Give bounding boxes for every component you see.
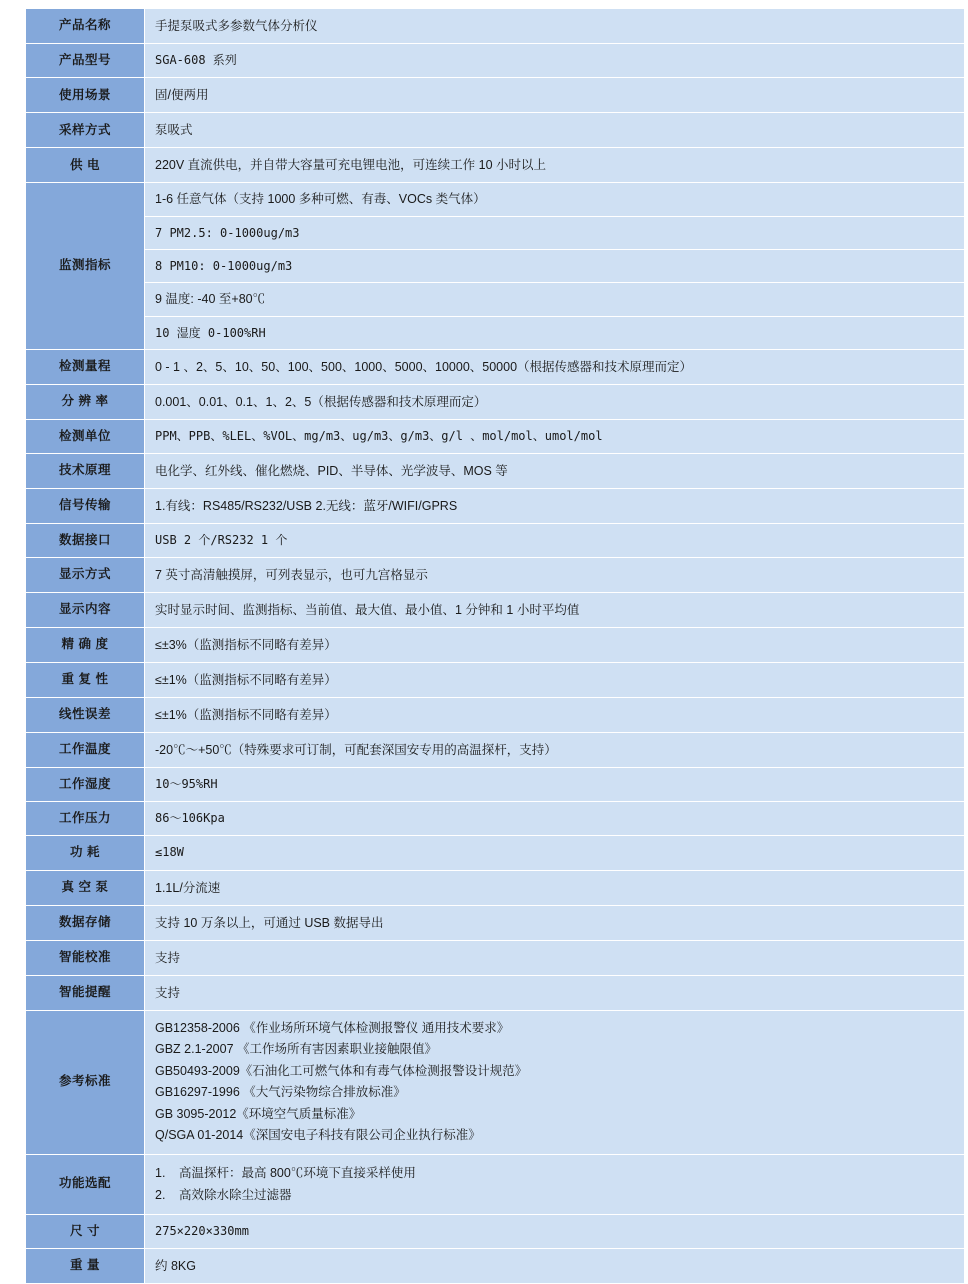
table-row bbox=[26, 1154, 965, 1214]
spec-table-body bbox=[26, 9, 965, 1284]
table-row bbox=[26, 802, 965, 836]
spec-value: ≤±1%（监测指标不同略有差异） bbox=[145, 663, 965, 698]
option-item bbox=[155, 1184, 956, 1207]
spec-value: 泵吸式 bbox=[145, 113, 965, 148]
spec-label: 重 复 性 bbox=[26, 663, 145, 698]
table-row bbox=[26, 836, 965, 870]
spec-label: 智能提醒 bbox=[26, 975, 145, 1010]
table-row bbox=[26, 593, 965, 628]
spec-value bbox=[145, 183, 965, 350]
spec-label: 工作湿度 bbox=[26, 768, 145, 802]
spec-value: 支持 10 万条以上，可通过 USB 数据导出 bbox=[145, 905, 965, 940]
spec-label: 检测单位 bbox=[26, 419, 145, 453]
spec-label: 显示方式 bbox=[26, 558, 145, 593]
table-row bbox=[26, 733, 965, 768]
table-row bbox=[26, 1248, 965, 1283]
table-row bbox=[26, 558, 965, 593]
spec-label: 重 量 bbox=[26, 1248, 145, 1283]
spec-options bbox=[145, 1155, 964, 1214]
spec-value: 220V 直流供电，并自带大容量可充电锂电池，可连续工作 10 小时以上 bbox=[145, 148, 965, 183]
spec-label: 数据存储 bbox=[26, 905, 145, 940]
spec-value: SGA-608 系列 bbox=[145, 44, 965, 78]
spec-label: 线性误差 bbox=[26, 698, 145, 733]
table-row bbox=[26, 349, 965, 384]
spec-value: USB 2 个/RS232 1 个 bbox=[145, 523, 965, 557]
spec-label: 产品名称 bbox=[26, 9, 145, 44]
table-row bbox=[26, 940, 965, 975]
table-row bbox=[26, 9, 965, 44]
spec-value: 支持 bbox=[145, 975, 965, 1010]
table-row bbox=[26, 870, 965, 905]
spec-label: 分 辨 率 bbox=[26, 384, 145, 419]
spec-label: 尺 寸 bbox=[26, 1214, 145, 1248]
spec-label: 产品型号 bbox=[26, 44, 145, 78]
spec-label: 精 确 度 bbox=[26, 628, 145, 663]
table-row bbox=[26, 488, 965, 523]
spec-value: 7 英寸高清触摸屏，可列表显示，也可九宫格显示 bbox=[145, 558, 965, 593]
spec-label: 真 空 泵 bbox=[26, 870, 145, 905]
spec-sublist bbox=[145, 183, 964, 349]
table-row bbox=[26, 113, 965, 148]
spec-label: 供 电 bbox=[26, 148, 145, 183]
spec-label: 监测指标 bbox=[26, 183, 145, 350]
spec-value: 275×220×330mm bbox=[145, 1214, 965, 1248]
spec-label: 参考标准 bbox=[26, 1010, 145, 1154]
spec-label: 采样方式 bbox=[26, 113, 145, 148]
list-item: 8 PM10: 0-1000ug/m3 bbox=[145, 250, 964, 283]
spec-label: 功能选配 bbox=[26, 1154, 145, 1214]
list-item: 1-6 任意气体（支持 1000 多种可燃、有毒、VOCs 类气体） bbox=[145, 183, 964, 217]
standard-line: GBZ 2.1-2007 《工作场所有害因素职业接触限值》 bbox=[155, 1042, 437, 1057]
option-item bbox=[155, 1162, 956, 1185]
spec-value: 支持 bbox=[145, 940, 965, 975]
option-number: 1. bbox=[155, 1165, 166, 1180]
spec-value: 10～95%RH bbox=[145, 768, 965, 802]
spec-label: 使用场景 bbox=[26, 78, 145, 113]
spec-value: -20℃～+50℃（特殊要求可订制，可配套深国安专用的高温探杆，支持） bbox=[145, 733, 965, 768]
option-number: 2. bbox=[155, 1188, 166, 1203]
list-item: 7 PM2.5: 0-1000ug/m3 bbox=[145, 217, 964, 250]
standard-line: GB12358-2006 《作业场所环境气体检测报警仪 通用技术要求》 bbox=[155, 1020, 510, 1035]
table-row bbox=[26, 905, 965, 940]
spec-value: 电化学、红外线、催化燃烧、PID、半导体、光学波导、MOS 等 bbox=[145, 453, 965, 488]
table-row bbox=[26, 768, 965, 802]
spec-value bbox=[145, 1154, 965, 1214]
spec-value: 1.有线：RS485/RS232/USB 2.无线：蓝牙/WIFI/GPRS bbox=[145, 488, 965, 523]
table-row bbox=[26, 628, 965, 663]
table-row bbox=[26, 384, 965, 419]
table-row bbox=[26, 975, 965, 1010]
option-text: 高温探杆：最高 800℃环境下直接采样使用 bbox=[179, 1165, 416, 1180]
spec-label: 工作温度 bbox=[26, 733, 145, 768]
spec-value: 1.1L/分流速 bbox=[145, 870, 965, 905]
spec-label: 智能校准 bbox=[26, 940, 145, 975]
product-spec-table bbox=[25, 8, 965, 1284]
spec-value: 0.001、0.01、0.1、1、2、5（根据传感器和技术原理而定） bbox=[145, 384, 965, 419]
spec-value: 86～106Kpa bbox=[145, 802, 965, 836]
list-item: 9 温度: -40 至+80℃ bbox=[145, 283, 964, 317]
table-row bbox=[26, 1214, 965, 1248]
spec-value: 固/便两用 bbox=[145, 78, 965, 113]
spec-label: 信号传输 bbox=[26, 488, 145, 523]
table-row bbox=[26, 183, 965, 350]
spec-label: 技术原理 bbox=[26, 453, 145, 488]
spec-value: ≤18W bbox=[145, 836, 965, 870]
spec-label: 工作压力 bbox=[26, 802, 145, 836]
table-row bbox=[26, 419, 965, 453]
option-text: 高效除水除尘过滤器 bbox=[179, 1188, 292, 1203]
spec-label: 显示内容 bbox=[26, 593, 145, 628]
spec-value: 手提泵吸式多参数气体分析仪 bbox=[145, 9, 965, 44]
table-row bbox=[26, 698, 965, 733]
spec-label: 功 耗 bbox=[26, 836, 145, 870]
table-row bbox=[26, 523, 965, 557]
standard-line: GB 3095-2012《环境空气质量标准》 bbox=[155, 1106, 362, 1121]
table-row bbox=[26, 453, 965, 488]
spec-multiline bbox=[145, 1011, 964, 1154]
standard-line: GB16297-1996 《大气污染物综合排放标准》 bbox=[155, 1085, 406, 1100]
table-row bbox=[26, 663, 965, 698]
list-item: 10 湿度 0-100%RH bbox=[155, 325, 266, 340]
standard-line: GB50493-2009《石油化工可燃气体和有毒气体检测报警设计规范》 bbox=[155, 1063, 528, 1078]
standard-line: Q/SGA 01-2014《深国安电子科技有限公司企业执行标准》 bbox=[155, 1128, 481, 1143]
spec-label: 数据接口 bbox=[26, 523, 145, 557]
spec-value: PPM、PPB、%LEL、%VOL、mg/m3、ug/m3、g/m3、g/l 、mol/mol、umol/mol bbox=[145, 419, 965, 453]
table-row bbox=[26, 1010, 965, 1154]
spec-value: 约 8KG bbox=[145, 1248, 965, 1283]
table-row bbox=[26, 44, 965, 78]
spec-value bbox=[145, 1010, 965, 1154]
table-row bbox=[26, 148, 965, 183]
spec-value: ≤±3%（监测指标不同略有差异） bbox=[145, 628, 965, 663]
spec-label: 检测量程 bbox=[26, 349, 145, 384]
spec-value: 0 - 1 、2、5、10、50、100、500、1000、5000、10000、50000（根据传感器和技术原理而定） bbox=[145, 349, 965, 384]
spec-value: ≤±1%（监测指标不同略有差异） bbox=[145, 698, 965, 733]
spec-value: 实时显示时间、监测指标、当前值、最大值、最小值、1 分钟和 1 小时平均值 bbox=[145, 593, 965, 628]
table-row bbox=[26, 78, 965, 113]
